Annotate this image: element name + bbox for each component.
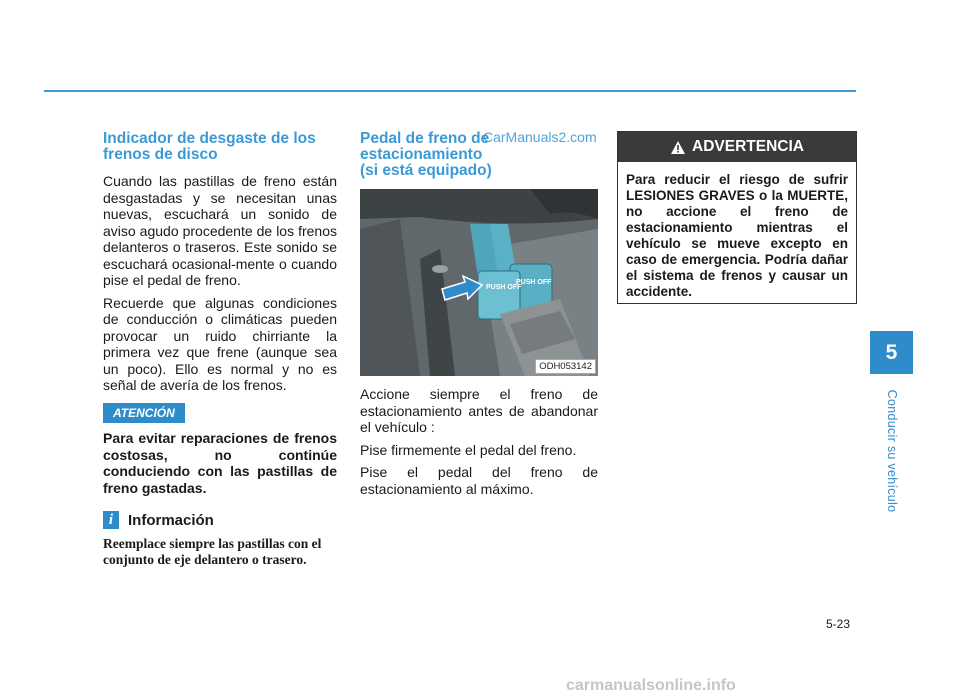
chapter-tab: 5: [870, 331, 913, 374]
paragraph: Pise el pedal del freno de estacionamiento al máximo.: [360, 464, 598, 497]
image-code: ODH053142: [535, 359, 596, 374]
heading-line: (si está equipado): [360, 162, 492, 179]
warning-text: Para reducir el riesgo de sufrir LESIONES GRAVES o la MUERTE, no accione el freno de estacionamiento mientras el vehículo se mueve excepto en caso de emergencia. Podría dañar el sistema de frenos y causar un accidente.: [626, 172, 848, 299]
header-rule: [44, 90, 856, 92]
warning-title: ADVERTENCIA: [692, 138, 804, 155]
paragraph: Accione siempre el freno de estacionamiento antes de abandonar el vehículo :: [360, 386, 598, 435]
heading-line: Pedal de freno de: [360, 130, 490, 147]
parking-brake-photo: [360, 189, 598, 376]
caution-badge: ATENCIÓN: [103, 403, 185, 423]
left-column: [103, 131, 337, 400]
warning-box: [617, 131, 857, 304]
brake-wear-body: [103, 173, 337, 394]
footer-watermark: carmanualsonline.info: [566, 677, 736, 694]
heading-line: frenos de disco: [103, 146, 218, 163]
parking-brake-body: [360, 386, 598, 503]
heading-line: estacionamiento: [360, 146, 483, 163]
pedal-label-front: PUSH OFF: [486, 284, 522, 291]
heading-line: Indicador de desgaste de los: [103, 130, 316, 147]
paragraph: Cuando las pastillas de freno están desgastadas y se necesitan unas nuevas, escuchará un sonido de aviso agudo procedente de los frenos delanteros o traseros. Este sonido se escuchará ocasional-mente o cuando pise el pedal de freno.: [103, 173, 337, 288]
info-icon: i: [103, 511, 119, 529]
chapter-label-text: Conducir su vehículo: [885, 389, 899, 513]
warning-triangle-icon: [670, 140, 686, 155]
info-text: Reemplace siempre las pastillas con el conjunto de eje delantero o trasero.: [103, 536, 322, 567]
pedal-illustration: [360, 189, 598, 376]
page-number: 5-23: [826, 617, 851, 631]
watermark: CarManuals2.com: [483, 129, 597, 145]
warning-header: [618, 132, 856, 162]
section-heading-brake-wear: [103, 131, 337, 163]
paragraph: Pise firmemente el pedal del freno.: [360, 441, 577, 458]
pedal-label-back: PUSH OFF: [516, 279, 552, 286]
paragraph: Recuerde que algunas condiciones de conducción o climáticas pueden provocar un ruido chirriante la primera vez que frene (aunque sea un poco). Ello es normal y no es señal de avería de los frenos.: [103, 294, 337, 393]
chapter-label: [881, 385, 903, 517]
info-title: Información: [128, 512, 214, 529]
caution-text: Para evitar reparaciones de frenos costosas, no continúe conduciendo con las pastillas de freno gastadas.: [103, 430, 337, 496]
